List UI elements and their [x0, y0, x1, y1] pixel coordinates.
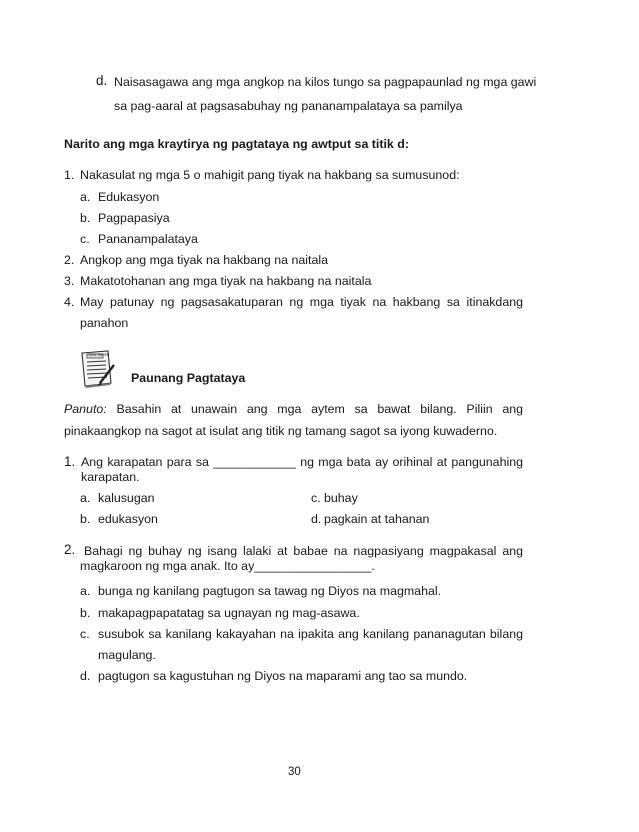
question-1-number: 1.: [64, 454, 76, 469]
instructions-label: Panuto:: [64, 402, 107, 416]
criteria-heading: Narito ang mga kraytirya ng pagtataya ng awtput sa titik d:: [64, 137, 409, 151]
criteria-4-number: 4.: [64, 295, 75, 309]
q1-choice-d-letter: d.: [311, 512, 322, 526]
q1-choice-a-text: kalusugan: [98, 491, 155, 505]
criteria-4-line1: May patunay ng pagsasakatuparan ng mga tiyak na hakbang sa itinakdang: [80, 295, 523, 309]
criteria-1a-letter: a.: [80, 190, 91, 204]
q1-choice-c-text: buhay: [324, 491, 358, 505]
q2-choice-c-line1: susubok sa kanilang kakayahan na ipakita ang kanilang pananagutan bilang: [98, 627, 523, 641]
q2-choice-b-text: makapagpapatatag sa ugnayan ng mag-asawa.: [98, 606, 360, 620]
criteria-3-text: Makatotohanan ang mga tiyak na hakbang na naitala: [80, 274, 372, 288]
criteria-1b-letter: b.: [80, 211, 91, 225]
q1-choice-a-letter: a.: [80, 491, 91, 505]
q2-choice-c-line2: magulang.: [98, 648, 156, 662]
q2-choice-b-letter: b.: [80, 606, 91, 620]
q2-choice-a-text: bunga ng kanilang pagtugon sa tawag ng Diyos na magmahal.: [98, 584, 442, 598]
question-2-line2: magkaroon ng mga anak. Ito ay_________________.: [80, 559, 375, 573]
q2-choice-d-letter: d.: [80, 669, 91, 683]
q1-choice-b-letter: b.: [80, 512, 91, 526]
instructions-line1: Panuto: Basahin at unawain ang mga aytem sa bawat bilang. Piliin ang: [64, 402, 523, 416]
q1-choice-d-text: pagkain at tahanan: [324, 512, 430, 526]
criteria-2-text: Angkop ang mga tiyak na hakbang na naitala: [80, 253, 328, 267]
criteria-1-number: 1.: [64, 168, 75, 182]
q2-choice-a-letter: a.: [80, 584, 91, 598]
test-paper-icon-label: TEST PAPER: [88, 353, 110, 357]
criteria-4-line2: panahon: [80, 316, 129, 330]
criteria-3-number: 3.: [64, 274, 75, 288]
question-2-number: 2.: [64, 542, 76, 557]
q2-choice-c-letter: c.: [80, 627, 90, 641]
instructions-line2: pinakaangkop na sagot at isulat ang titik ng tamang sagot sa iyong kuwaderno.: [64, 424, 498, 438]
test-paper-icon: [76, 349, 116, 389]
item-d-line1: Naisasagawa ang mga angkop na kilos tungo sa pagpapaunlad ng mga gawi: [114, 75, 537, 89]
criteria-1b-text: Pagpapasiya: [98, 211, 170, 225]
question-1-line2: karapatan.: [81, 470, 140, 484]
criteria-1a-text: Edukasyon: [98, 190, 160, 204]
section-title: Paunang Pagtataya: [131, 371, 246, 385]
item-d-line2: sa pag-aaral at pagsasabuhay ng pananampalataya sa pamilya: [114, 99, 463, 113]
q1-choice-c-letter: c.: [311, 491, 321, 505]
page-number: 30: [288, 766, 301, 778]
criteria-1-text: Nakasulat ng mga 5 o mahigit pang tiyak na hakbang sa sumusunod:: [80, 168, 460, 182]
q2-choice-d-text: pagtugon sa kagustuhan ng Diyos na maparami ang tao sa mundo.: [98, 669, 468, 683]
question-2-line1: Bahagi ng buhay ng isang lalaki at babae na nagpasiyang magpakasal ang: [84, 544, 523, 558]
question-1-line1: Ang karapatan para sa ____________ ng mga bata ay orihinal at pangunahing: [81, 455, 523, 469]
criteria-1c-text: Pananampalataya: [98, 232, 198, 246]
q1-choice-b-text: edukasyon: [98, 512, 158, 526]
criteria-2-number: 2.: [64, 253, 75, 267]
criteria-1c-letter: c.: [80, 232, 90, 246]
item-d-letter: d.: [96, 73, 108, 88]
